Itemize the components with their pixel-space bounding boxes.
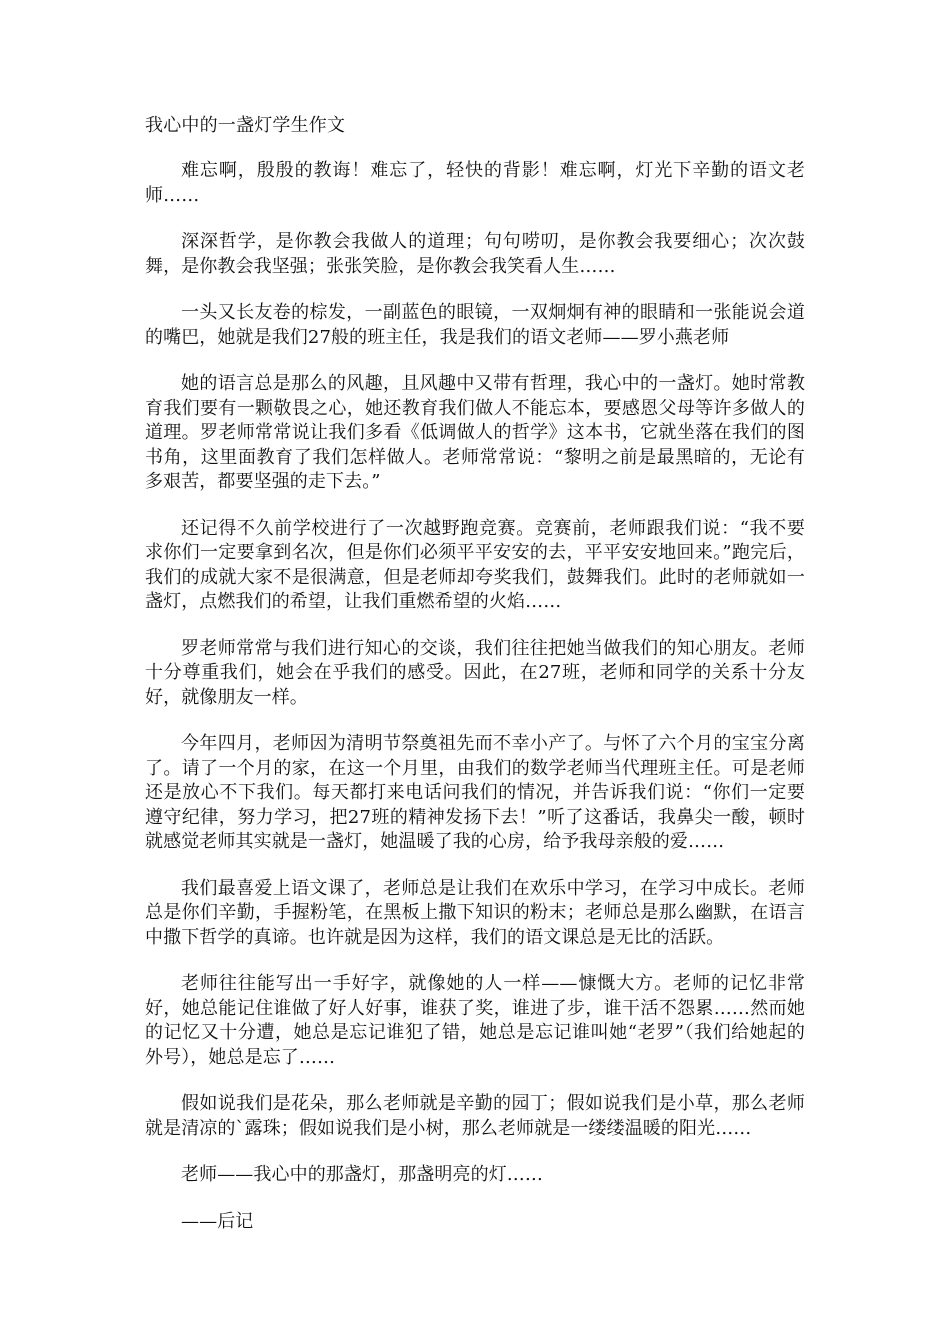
paragraph: 一头又长友卷的棕发，一副蓝色的眼镜，一双炯炯有神的眼睛和一张能说会道的嘴巴，她就是我们27般的班主任，我是我们的语文老师——罗小燕老师	[145, 302, 805, 348]
paragraph: 罗老师常常与我们进行知心的交谈，我们往往把她当做我们的知心朋友。老师十分尊重我们，她会在乎我们的感受。因此，在27班，老师和同学的关系十分友好，就像朋友一样。	[145, 637, 805, 708]
paragraph: 难忘啊，殷殷的教诲！难忘了，轻快的背影！难忘啊，灯光下辛勤的语文老师……	[145, 160, 805, 206]
document-title: 我心中的一盏灯学生作文	[145, 115, 346, 136]
paragraph: 今年四月，老师因为清明节祭奠祖先而不幸小产了。与怀了六个月的宝宝分离了。请了一个月的家，在这一个月里，由我们的数学老师当代理班主任。可是老师还是放心不下我们。每天都打来电话问我们的情况，并告诉我们说：“你们一定要遵守纪律，努力学习，把27班的精神发扬下去！”听了这番话，我鼻尖一酸，顿时就感觉老师其实就是一盏灯，她温暖了我的心房，给予我母亲般的爱……	[145, 733, 805, 852]
paragraph: 她的语言总是那么的风趣，且风趣中又带有哲理，我心中的一盏灯。她时常教育我们要有一颗敬畏之心，她还教育我们做人不能忘本，要感恩父母等许多做人的道理。罗老师常常说让我们多看《低调做人的哲学》这本书，它就坐落在我们的图书角，这里面教育了我们怎样做人。老师常常说：“黎明之前是最黑暗的，无论有多艰苦，都要坚强的走下去。”	[145, 373, 805, 492]
paragraph: 老师往往能写出一手好字，就像她的人一样——慷慨大方。老师的记忆非常好，她总能记住谁做了好人好事，谁获了奖，谁进了步，谁干活不怨累……然而她的记忆又十分遭，她总是忘记谁犯了错，她总是忘记谁叫她“老罗”（我们给她起的外号），她总是忘了……	[145, 973, 805, 1068]
afterword-signature: ——后记	[181, 1210, 254, 1232]
paragraph: 老师——我心中的那盏灯，那盏明亮的灯……	[181, 1164, 543, 1185]
paragraph: 还记得不久前学校进行了一次越野跑竞赛。竞赛前，老师跟我们说：“我不要求你们一定要拿到名次，但是你们必须平平安安的去，平平安安地回来。”跑完后，我们的成就大家不是很满意，但是老师却夸奖我们，鼓舞我们。此时的老师就如一盏灯，点燃我们的希望，让我们重燃希望的火焰……	[145, 517, 805, 612]
paragraph: 假如说我们是花朵，那么老师就是辛勤的园丁；假如说我们是小草，那么老师就是清凉的`露珠；假如说我们是小树，那么老师就是一缕缕温暖的阳光……	[145, 1093, 805, 1139]
paragraph: 深深哲学，是你教会我做人的道理；句句唠叨，是你教会我要细心；次次鼓舞，是你教会我坚强；张张笑脸，是你教会我笑看人生……	[145, 231, 805, 277]
document-body	[145, 113, 805, 1256]
paragraph: 我们最喜爱上语文课了，老师总是让我们在欢乐中学习，在学习中成长。老师总是你们辛勤，手握粉笔，在黑板上撒下知识的粉末；老师总是那么幽默，在语言中撒下哲学的真谛。也许就是因为这样，我们的语文课总是无比的活跃。	[145, 877, 805, 948]
